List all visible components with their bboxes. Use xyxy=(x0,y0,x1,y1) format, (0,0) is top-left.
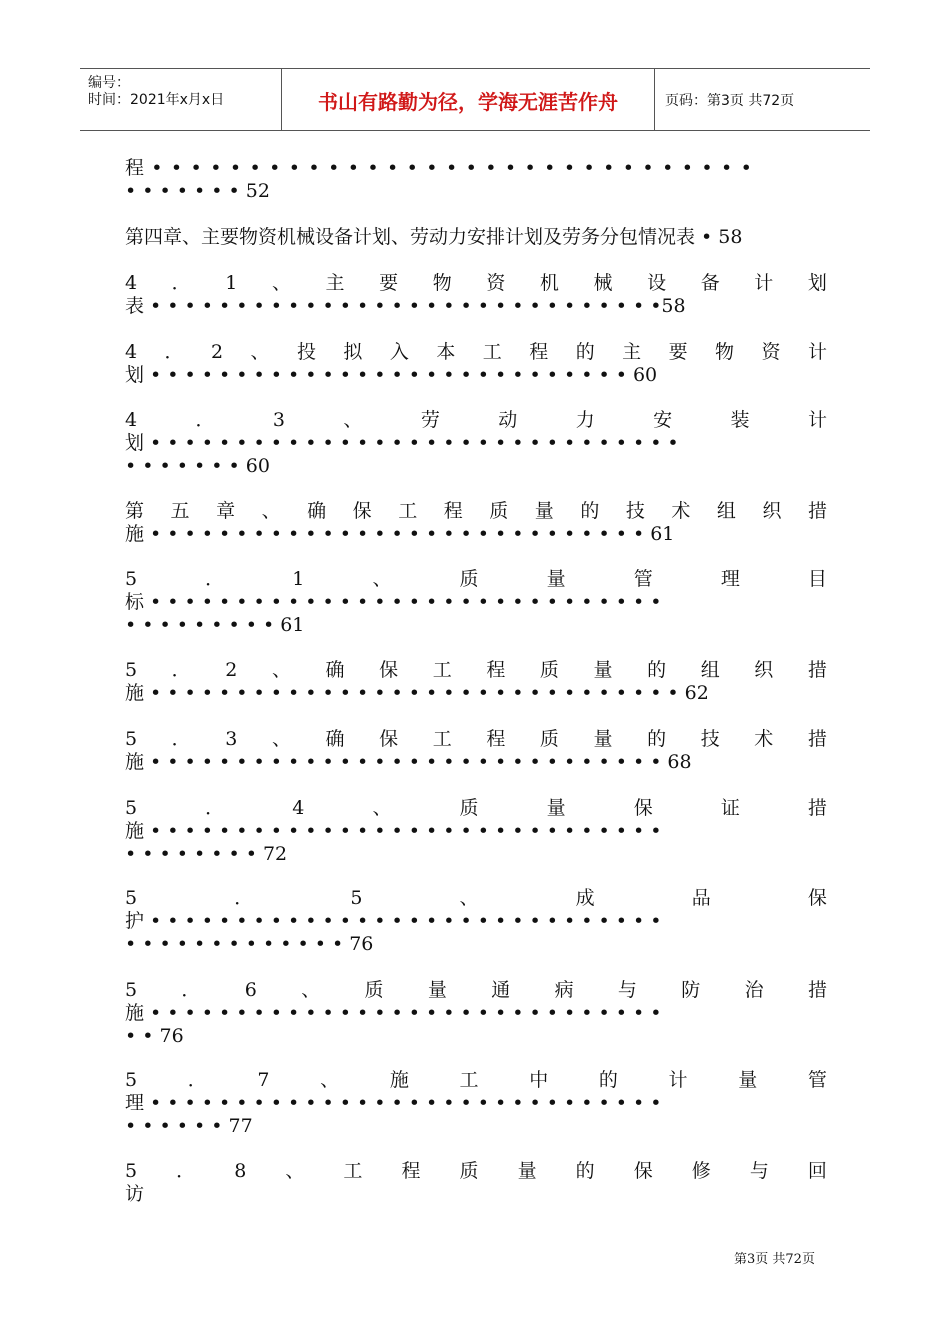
toc-entry-char: 物 xyxy=(432,272,452,294)
toc-entry-char: 量 xyxy=(517,1160,537,1182)
header-page-info: 页码：第3页 共72页 xyxy=(665,93,795,109)
toc-entry-char: 措 xyxy=(807,500,827,522)
toc-entry-char: 中 xyxy=(529,1069,549,1091)
toc-entry-title-line xyxy=(125,797,827,819)
toc-entry-title-line xyxy=(125,341,827,363)
toc-entry-page-line: • • • • • • • • • 61 xyxy=(125,614,305,636)
toc-entry-char: 质 xyxy=(459,1160,479,1182)
toc-entry-char: 、 xyxy=(320,1069,340,1091)
toc-entry-char: 保 xyxy=(807,887,827,909)
toc-entry-char: 质 xyxy=(539,728,559,750)
toc-entry-char: 的 xyxy=(575,341,595,363)
toc-entry-title-line xyxy=(125,659,827,681)
toc-entry-char: 4 xyxy=(125,409,138,431)
toc-entry-char: 的 xyxy=(575,1160,595,1182)
toc-entry-char: ． xyxy=(187,1069,207,1091)
toc-entry-char: ． xyxy=(171,728,191,750)
toc-entry-char: 措 xyxy=(807,979,827,1001)
toc-entry-char: ． xyxy=(181,979,201,1001)
toc-entry-char: 资 xyxy=(761,341,781,363)
toc-entry-char: 、 xyxy=(250,341,270,363)
toc-entry-char: 、 xyxy=(261,500,281,522)
toc-entry-char: 5 xyxy=(125,979,138,1001)
toc-entry-char: 备 xyxy=(700,272,720,294)
toc-entry-char: 五 xyxy=(170,500,190,522)
toc-entry-char: 劳 xyxy=(420,409,440,431)
toc-entry-char: 织 xyxy=(754,659,774,681)
toc-leader-dots: • • • • • • • • • • • • • • • • • • • • • • • • • • • • • • • xyxy=(144,157,754,179)
toc-entry-char: 5 xyxy=(125,1069,138,1091)
toc-entry-char: 工 xyxy=(343,1160,363,1182)
toc-entry-char: 装 xyxy=(730,409,750,431)
header-motto-cell xyxy=(282,69,655,130)
toc-entry-char: 量 xyxy=(546,797,566,819)
toc-entry-char: 措 xyxy=(807,797,827,819)
toc-entry-char: 的 xyxy=(647,659,667,681)
toc-entry-char: 力 xyxy=(575,409,595,431)
toc-entry-char: 工 xyxy=(432,728,452,750)
toc-entry-char: 措 xyxy=(807,659,827,681)
toc-entry-char: 目 xyxy=(807,568,827,590)
toc-entry-char: 保 xyxy=(379,659,399,681)
toc-entry-char: 的 xyxy=(647,728,667,750)
toc-entry-char: 、 xyxy=(285,1160,305,1182)
toc-entry-char: 质 xyxy=(364,979,384,1001)
toc-entry-char: 入 xyxy=(389,341,409,363)
document-date: 时间：2021年x月x日 xyxy=(88,92,225,108)
document-number-label: 编号： xyxy=(88,75,130,91)
toc-entry-leader-line: 划 • • • • • • • • • • • • • • • • • • • • • • • • • • • • 60 xyxy=(125,364,658,386)
toc-entry-char: 计 xyxy=(754,272,774,294)
toc-entry-char: 程 xyxy=(125,157,145,179)
toc-entry-char: 质 xyxy=(539,659,559,681)
toc-entry-char: 1 xyxy=(292,568,305,590)
toc-entry-char: 织 xyxy=(762,500,782,522)
toc-entry-char: 主 xyxy=(622,341,642,363)
toc-entry-char: 2 xyxy=(210,341,224,363)
toc-entry-char: 第 xyxy=(125,500,145,522)
toc-entry-char: 要 xyxy=(668,341,688,363)
toc-entry-char: 7 xyxy=(257,1069,270,1091)
toc-entry-char: 的 xyxy=(598,1069,618,1091)
header-meta-cell xyxy=(80,69,282,130)
toc-entry-char: 量 xyxy=(738,1069,758,1091)
toc-entry-char: 量 xyxy=(427,979,447,1001)
page-header xyxy=(80,68,870,131)
toc-entry-leader-line: 施 • • • • • • • • • • • • • • • • • • • • • • • • • • • • • • xyxy=(125,820,662,842)
toc-entry-char: 程 xyxy=(401,1160,421,1182)
toc-entry-char: 确 xyxy=(325,659,345,681)
toc-entry-leader-line: 表 • • • • • • • • • • • • • • • • • • • • • • • • • • • • • •58 xyxy=(125,295,686,317)
toc-entry-title-line xyxy=(125,979,827,1001)
toc-entry-char: 计 xyxy=(807,341,827,363)
toc-entry-char: 、 xyxy=(271,659,291,681)
toc-entry-char: 措 xyxy=(807,728,827,750)
toc-entry-title-line xyxy=(125,157,827,179)
toc-entry-char: 确 xyxy=(307,500,327,522)
toc-entry-char: 程 xyxy=(486,728,506,750)
toc-entry-char: 8 xyxy=(234,1160,247,1182)
toc-entry-char: 与 xyxy=(749,1160,769,1182)
toc-entry-title-line xyxy=(125,272,827,294)
toc-entry-char: 本 xyxy=(436,341,456,363)
toc-entry-char: ． xyxy=(205,568,225,590)
toc-entry-page-line: • • • • • • 77 xyxy=(125,1115,253,1137)
toc-entry-leader-line: 访 xyxy=(125,1183,145,1205)
toc-entry-page-line: • • • • • • • • 72 xyxy=(125,843,288,865)
toc-entry-char: 要 xyxy=(379,272,399,294)
toc-entry-char: 程 xyxy=(443,500,463,522)
toc-entry-char: 的 xyxy=(580,500,600,522)
toc-entry-char: 械 xyxy=(593,272,613,294)
toc-entry-leader-line: 划 • • • • • • • • • • • • • • • • • • • • • • • • • • • • • • • xyxy=(125,432,679,454)
toc-entry-char: 4 xyxy=(125,272,138,294)
toc-entry-char: 通 xyxy=(491,979,511,1001)
toc-entry-char: 2 xyxy=(225,659,238,681)
toc-entry-char: 3 xyxy=(225,728,238,750)
toc-entry-char: 主 xyxy=(325,272,345,294)
toc-entry-char: 工 xyxy=(459,1069,479,1091)
toc-entry-char: 5 xyxy=(125,659,138,681)
toc-entry-char: 保 xyxy=(352,500,372,522)
toc-entry-char: 程 xyxy=(529,341,549,363)
toc-entry-char: 机 xyxy=(539,272,559,294)
toc-entry-char: 4 xyxy=(125,341,138,363)
toc-entry-char: 计 xyxy=(807,409,827,431)
toc-entry-char: ． xyxy=(176,1160,196,1182)
toc-entry-char: 品 xyxy=(691,887,711,909)
toc-entry-leader-line: 施 • • • • • • • • • • • • • • • • • • • • • • • • • • • • • • xyxy=(125,1002,662,1024)
toc-entry-title-line xyxy=(125,500,827,522)
toc-entry-title-line xyxy=(125,409,827,431)
toc-entry-char: 设 xyxy=(647,272,667,294)
toc-entry-leader-line: 护 • • • • • • • • • • • • • • • • • • • • • • • • • • • • • • xyxy=(125,910,662,932)
toc-entry-char: 工 xyxy=(482,341,502,363)
toc-entry-char: 5 xyxy=(350,887,363,909)
toc-entry-char: 5 xyxy=(125,887,138,909)
toc-entry-char: 组 xyxy=(716,500,736,522)
toc-entry-char: 5 xyxy=(125,568,138,590)
toc-entry-char: 技 xyxy=(625,500,645,522)
toc-entry-char: 理 xyxy=(720,568,740,590)
toc-entry-title-line xyxy=(125,1160,827,1182)
toc-entry-char: 术 xyxy=(754,728,774,750)
toc-entry-char: 与 xyxy=(617,979,637,1001)
toc-entry-char: ． xyxy=(234,887,254,909)
toc-entry-char: 动 xyxy=(498,409,518,431)
toc-entry-char: 证 xyxy=(720,797,740,819)
toc-entry-char: 工 xyxy=(398,500,418,522)
toc-entry-char: 治 xyxy=(744,979,764,1001)
toc-entry-char: 量 xyxy=(546,568,566,590)
toc-entry-page-line: • • • • • • • 60 xyxy=(125,455,270,477)
toc-entry-char: 5 xyxy=(125,1160,138,1182)
toc-entry-leader-line: 施 • • • • • • • • • • • • • • • • • • • • • • • • • • • • • • • 62 xyxy=(125,682,709,704)
toc-entry-char: 、 xyxy=(459,887,479,909)
toc-entry-char: 、 xyxy=(372,568,392,590)
toc-entry-char: 、 xyxy=(372,797,392,819)
toc-entry-page-line: • • • • • • • • • • • • • 76 xyxy=(125,933,374,955)
toc-entry-char: 6 xyxy=(244,979,257,1001)
toc-entry-leader-line: 标 • • • • • • • • • • • • • • • • • • • • • • • • • • • • • • xyxy=(125,591,662,613)
toc-entry-leader-line: 施 • • • • • • • • • • • • • • • • • • • • • • • • • • • • • 61 xyxy=(125,523,675,545)
toc-entry-char: 技 xyxy=(700,728,720,750)
toc-entry-char: 5 xyxy=(125,728,138,750)
toc-entry-char: 1 xyxy=(225,272,238,294)
page-footer: 第3页 共72页 xyxy=(734,1252,815,1267)
toc-entry-title-line xyxy=(125,728,827,750)
toc-entry-char: ． xyxy=(205,797,225,819)
toc-entry-title-line xyxy=(125,1069,827,1091)
toc-entry-char: ． xyxy=(171,272,191,294)
toc-entry-leader-line: 理 • • • • • • • • • • • • • • • • • • • • • • • • • • • • • • xyxy=(125,1092,662,1114)
toc-entry-char: 质 xyxy=(459,797,479,819)
toc-entry-char: ． xyxy=(164,341,184,363)
toc-entry-char: 工 xyxy=(432,659,452,681)
toc-entry-char: 回 xyxy=(807,1160,827,1182)
toc-entry-char: 质 xyxy=(459,568,479,590)
toc-entry-char: 投 xyxy=(296,341,316,363)
toc-entry-char: 保 xyxy=(633,797,653,819)
toc-entry-char: 施 xyxy=(389,1069,409,1091)
toc-entry-char: 保 xyxy=(379,728,399,750)
toc-entry-char: 资 xyxy=(486,272,506,294)
toc-entry-char: 、 xyxy=(343,409,363,431)
header-motto: 书山有路勤为径，学海无涯苦作舟 xyxy=(318,90,618,114)
toc-entry-char: 拟 xyxy=(343,341,363,363)
toc-entry-char: 保 xyxy=(633,1160,653,1182)
toc-entry-char: 组 xyxy=(700,659,720,681)
toc-entry-char: 4 xyxy=(292,797,305,819)
toc-entry-leader-line: 施 • • • • • • • • • • • • • • • • • • • • • • • • • • • • • • 68 xyxy=(125,751,692,773)
toc-entry-title-line xyxy=(125,568,827,590)
toc-entry-char: ． xyxy=(195,409,215,431)
toc-entry-char: 、 xyxy=(301,979,321,1001)
toc-entry-char: 成 xyxy=(575,887,595,909)
toc-entry-char: 病 xyxy=(554,979,574,1001)
toc-entry-char: 管 xyxy=(807,1069,827,1091)
toc-entry-page-line: • • 76 xyxy=(125,1025,184,1047)
toc-entry-char: 防 xyxy=(681,979,701,1001)
toc-entry-char: 划 xyxy=(807,272,827,294)
toc-chapter-line: 第四章、主要物资机械设备计划、劳动力安排计划及劳务分包情况表 • 58 xyxy=(125,226,743,248)
toc-entry-char: 、 xyxy=(271,272,291,294)
toc-entry-char: 质 xyxy=(489,500,509,522)
toc-entry-char: 管 xyxy=(633,568,653,590)
toc-entry-char: 章 xyxy=(216,500,236,522)
toc-entry-char: 量 xyxy=(593,659,613,681)
toc-entry-char: 量 xyxy=(534,500,554,522)
toc-entry-char: 量 xyxy=(593,728,613,750)
toc-entry-char: 3 xyxy=(272,409,286,431)
toc-entry-char: 计 xyxy=(668,1069,688,1091)
toc-entry-char: ． xyxy=(171,659,191,681)
toc-entry-title-line xyxy=(125,887,827,909)
toc-entry-char: 确 xyxy=(325,728,345,750)
toc-entry-char: 5 xyxy=(125,797,138,819)
toc-entry-char: 程 xyxy=(486,659,506,681)
toc-entry-char: 安 xyxy=(653,409,673,431)
toc-entry-char: 物 xyxy=(715,341,735,363)
header-page-cell xyxy=(655,69,870,130)
toc-entry-char: 术 xyxy=(671,500,691,522)
toc-entry-leader-line: • • • • • • • 52 xyxy=(125,180,270,202)
toc-entry-char: 修 xyxy=(691,1160,711,1182)
toc-entry-char: 、 xyxy=(271,728,291,750)
